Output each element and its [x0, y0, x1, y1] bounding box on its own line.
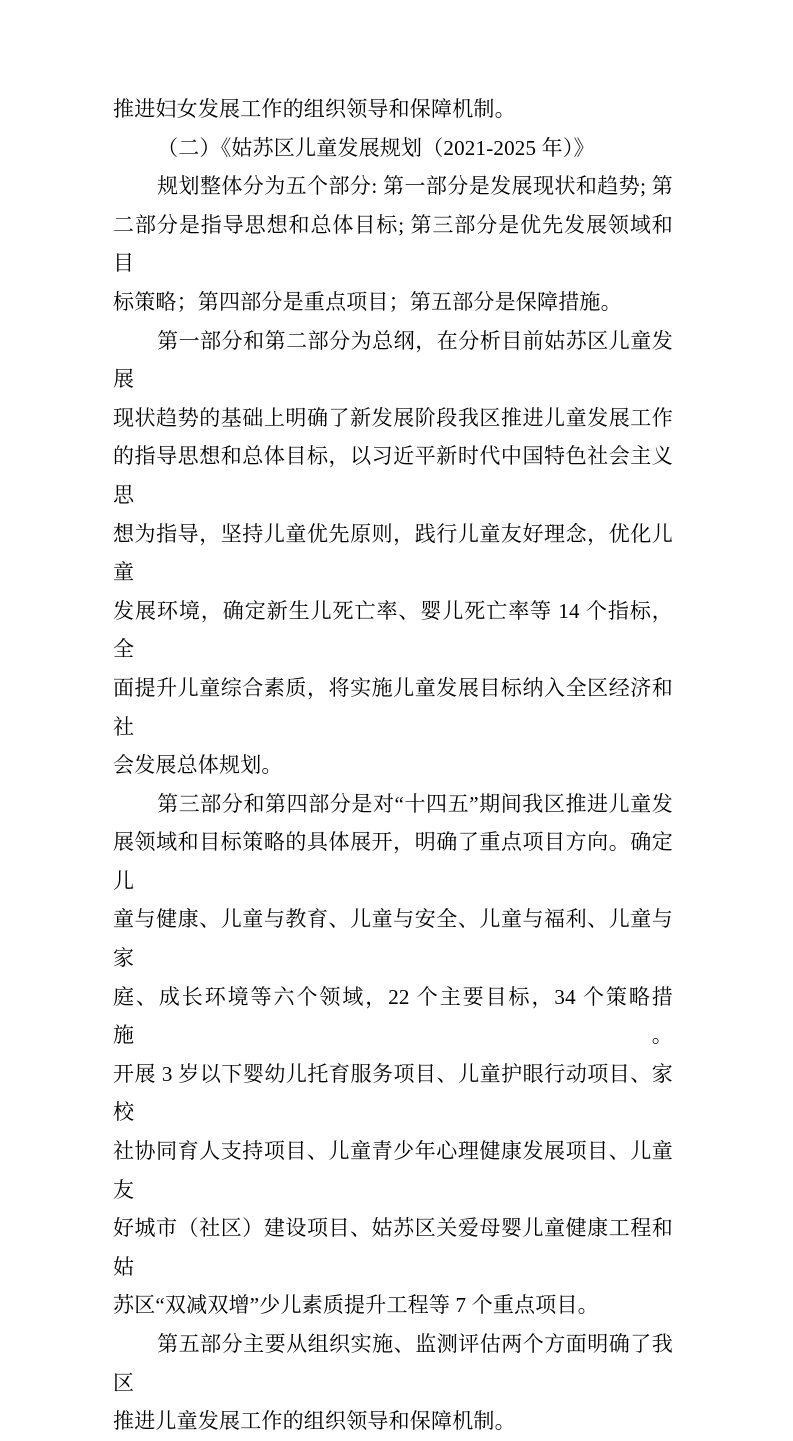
heading-section-two-children-plan: [113, 129, 673, 168]
text-line: 第三部分和第四部分是对“十四五”期间我区推进儿童发: [157, 791, 673, 816]
text-line: 想为指导，坚持儿童优先原则，践行儿童友好理念，优化儿童: [113, 521, 673, 585]
text-line: 发展环境，确定新生儿死亡率、婴儿死亡率等 14 个指标，全: [113, 598, 673, 662]
text-line: 标策略；第四部分是重点项目；第五部分是保障措施。: [113, 289, 622, 314]
text-line: 苏区“双减双增”少儿素质提升工程等 7 个重点项目。: [113, 1293, 599, 1318]
text-line: 推进儿童发展工作的组织领导和保障机制。: [113, 1409, 516, 1434]
paragraph-plan-five-parts-overview: [113, 167, 673, 321]
text-line: 的指导思想和总体目标，以习近平新时代中国特色社会主义思: [113, 444, 673, 507]
paragraph-part5-safeguards: [113, 1325, 673, 1441]
text-line: 推进妇女发展工作的组织领导和保障机制。: [113, 97, 516, 121]
text-line: 第五部分主要从组织实施、监测评估两个方面明确了我区: [113, 1332, 673, 1395]
text-line: 开展 3 岁以下婴幼儿托育服务项目、儿童护眼行动项目、家校: [113, 1061, 673, 1125]
text-line: 第一部分和第二部分为总纲，在分析目前姑苏区儿童发展: [113, 328, 673, 392]
text-line: 展领域和目标策略的具体展开，明确了重点项目方向。确定儿: [113, 830, 673, 893]
text-line: 庭、成长环境等六个领域，22 个主要目标，34 个策略措施。: [113, 984, 673, 1048]
text-line: 面提升儿童综合素质，将实施儿童发展目标纳入全区经济和社: [113, 675, 673, 739]
document-content: [113, 90, 673, 1441]
text-line: 社协同育人支持项目、儿童青少年心理健康发展项目、儿童友: [113, 1139, 673, 1202]
text-line: 会发展总体规划。: [113, 753, 283, 778]
paragraph-part1-part2-general-program: [113, 322, 673, 785]
paragraph-women-development-tail: [113, 90, 673, 129]
text-line: 二部分是指导思想和总体目标; 第三部分是优先发展领域和目: [113, 212, 673, 276]
text-line: 规划整体分为五个部分: 第一部分是发展现状和趋势; 第: [157, 174, 673, 199]
text-line: 好城市（社区）建设项目、姑苏区关爱母婴儿童健康工程和姑: [113, 1216, 673, 1279]
paragraph-part3-part4-domains-projects: [113, 785, 673, 1325]
text-line: （二）《姑苏区儿童发展规划（2021-2025 年）》: [157, 135, 595, 160]
text-line: 现状趋势的基础上明确了新发展阶段我区推进儿童发展工作: [113, 405, 673, 430]
text-line: 童与健康、儿童与教育、儿童与安全、儿童与福利、儿童与家: [113, 907, 673, 971]
